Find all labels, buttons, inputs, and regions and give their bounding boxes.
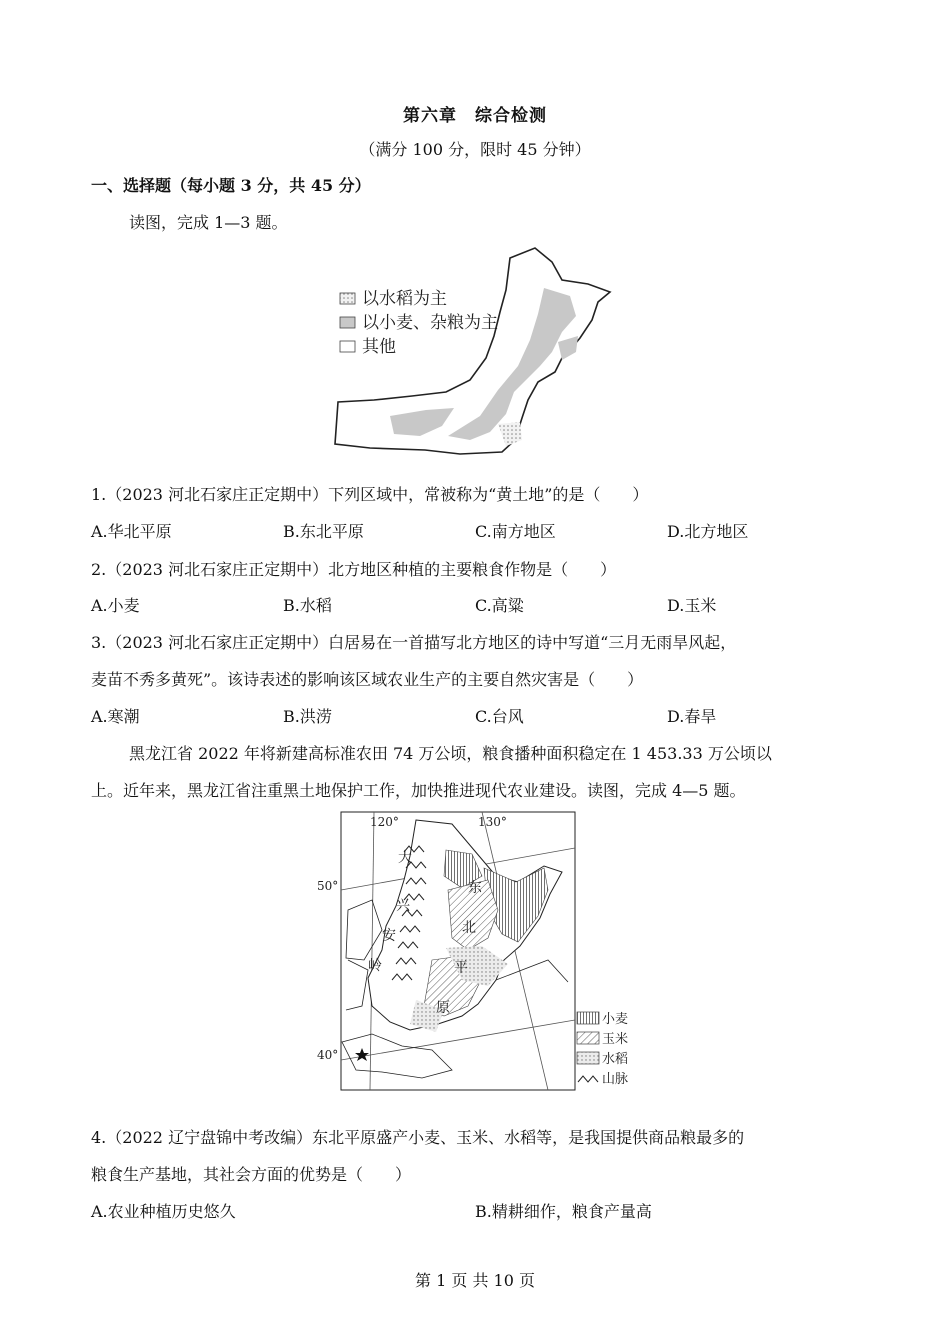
option-a: A.小麦 <box>91 596 140 615</box>
plain-char-3: 平 <box>454 960 468 976</box>
lon-label-120: 120° <box>370 815 399 829</box>
option-c: C.高粱 <box>475 596 524 615</box>
plain-char-1: 东 <box>468 880 482 896</box>
legend-other: 其他 <box>362 337 396 357</box>
option-a: A.华北平原 <box>91 522 172 541</box>
question-3-stem-line1: 3.（2023 河北石家庄正定期中）白居易在一首描写北方地区的诗中写道“三月无雨旱风起， <box>91 633 737 652</box>
plain-char-2: 北 <box>462 920 476 936</box>
crop-region-map <box>330 240 620 458</box>
legend-wheat: 以小麦、杂粮为主 <box>362 313 498 333</box>
page-footer: 第 1 页 共 10 页 <box>415 1271 535 1290</box>
northeast-plain-map <box>312 810 642 1092</box>
option-c: C.南方地区 <box>475 522 556 541</box>
legend <box>340 289 498 357</box>
option-d: D.北方地区 <box>667 522 749 541</box>
option-b: B.东北平原 <box>283 522 364 541</box>
option-c: C.台风 <box>475 707 524 726</box>
legend-wheat: 小麦 <box>602 1012 629 1027</box>
plain-char-4: 原 <box>436 1000 450 1016</box>
question-1-stem: 1.（2023 河北石家庄正定期中）下列区域中，常被称为“黄土地”的是（ ） <box>91 485 649 504</box>
legend-corn: 玉米 <box>602 1032 629 1047</box>
question-4-stem-line2: 粮食生产基地，其社会方面的优势是（ ） <box>91 1165 412 1184</box>
mountain-char-2: 兴 <box>396 898 410 914</box>
option-d: D.玉米 <box>667 596 717 615</box>
intro-text: 读图，完成 1—3 题。 <box>129 213 288 232</box>
mountain-char-4: 岭 <box>368 958 382 974</box>
passage-line1: 黑龙江省 2022 年将新建高标准农田 74 万公顷，粮食播种面积稳定在 1 453.33 万公顷以 <box>129 744 772 763</box>
mountain-char-3: 安 <box>382 928 396 944</box>
question-4-stem-line1: 4.（2022 辽宁盘锦中考改编）东北平原盛产小麦、玉米、水稻等，是我国提供商品粮最多的 <box>91 1128 745 1147</box>
lat-label-50: 50° <box>317 879 339 893</box>
mountain-char-1: 大 <box>398 850 412 866</box>
option-d: D.春旱 <box>667 707 717 726</box>
option-b: B.水稻 <box>283 596 332 615</box>
page-title: 第六章 综合检测 <box>403 106 547 126</box>
option-a: A.寒潮 <box>91 707 140 726</box>
legend-rice: 以水稻为主 <box>362 289 447 309</box>
legend <box>577 1011 628 1087</box>
option-a: A.农业种植历史悠久 <box>91 1202 236 1221</box>
question-3-stem-line2: 麦苗不秀多黄死”。该诗表述的影响该区域农业生产的主要自然灾害是（ ） <box>91 670 644 689</box>
option-b: B.洪涝 <box>283 707 332 726</box>
lat-label-40: 40° <box>317 1048 339 1062</box>
section-heading: 一、选择题（每小题 3 分，共 45 分） <box>91 176 371 195</box>
lon-label-130: 130° <box>478 815 507 829</box>
page-subtitle: （满分 100 分，限时 45 分钟） <box>359 140 591 159</box>
legend-rice: 水稻 <box>602 1052 629 1067</box>
option-b: B.精耕细作，粮食产量高 <box>475 1202 652 1221</box>
question-2-stem: 2.（2023 河北石家庄正定期中）北方地区种植的主要粮食作物是（ ） <box>91 560 617 579</box>
legend-mountain: 山脉 <box>602 1072 629 1087</box>
passage-line2: 上。近年来，黑龙江省注重黑土地保护工作，加快推进现代农业建设。读图，完成 4—5 题。 <box>91 781 746 800</box>
